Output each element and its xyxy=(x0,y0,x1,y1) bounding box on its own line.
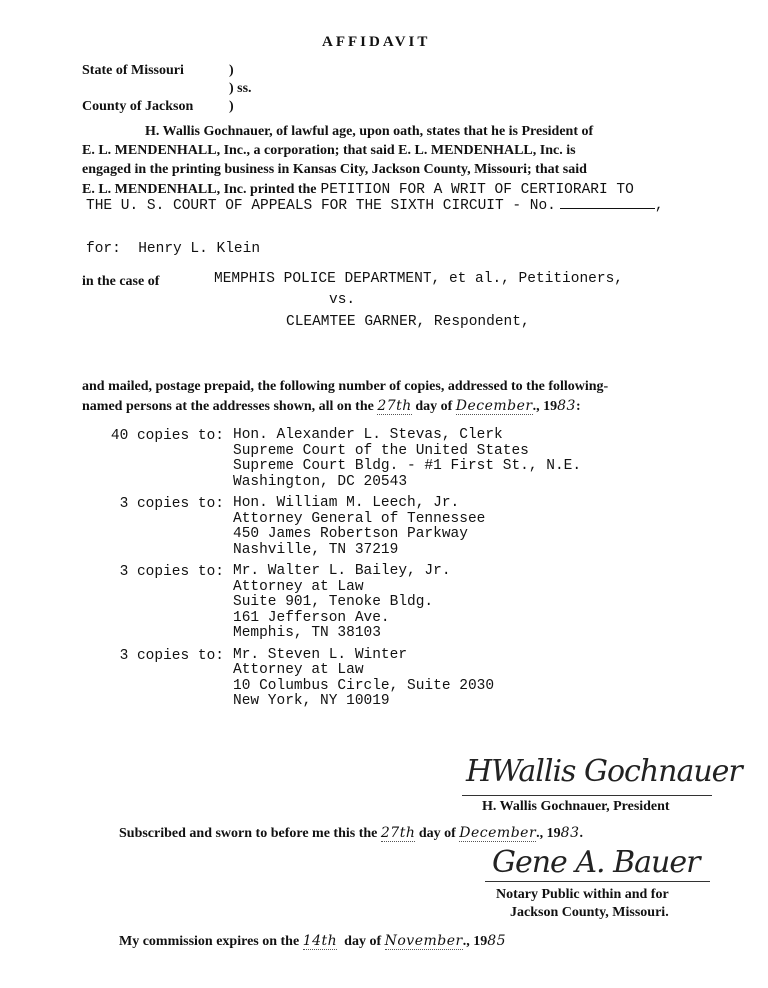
sworn-end: . xyxy=(579,826,583,841)
commission-line xyxy=(119,933,506,950)
sworn-month: December xyxy=(459,825,537,841)
body-line-2: E. L. MENDENHALL, Inc., a corporation; that said E. L. MENDENHALL, Inc. is xyxy=(82,143,576,158)
mailed-year-prefix: ., 19 xyxy=(532,399,558,414)
recipient-line: Memphis, TN 38103 xyxy=(233,625,381,641)
recipient-count: 3 copies to: xyxy=(119,496,224,512)
recipient-line: Hon. William M. Leech, Jr. xyxy=(233,495,460,511)
recipient-line: Supreme Court Bldg. - #1 First St., N.E. xyxy=(233,458,582,474)
sworn-line xyxy=(119,825,583,842)
commission-year: 85 xyxy=(487,933,507,949)
sworn-year-prefix: ., 19 xyxy=(536,826,561,841)
venue-state: State of Missouri xyxy=(82,63,184,78)
sworn-day-of: day of xyxy=(418,826,456,841)
sworn-year: 83 xyxy=(560,825,580,841)
document-title: AFFIDAVIT xyxy=(322,34,431,50)
mailed-day-of: day of xyxy=(415,399,453,414)
recipient-entry xyxy=(88,564,581,642)
sworn-text: Subscribed and sworn to before me this the xyxy=(119,826,378,841)
mailed-day: 27th xyxy=(377,398,412,414)
recipient-line: Mr. Steven L. Winter xyxy=(233,646,408,663)
case-label: in the case of xyxy=(82,274,160,289)
body-line-4-bold: E. L. MENDENHALL, Inc. printed the xyxy=(82,182,317,197)
recipient-line: 450 James Robertson Parkway xyxy=(233,526,468,542)
venue-paren-3: ) xyxy=(229,99,234,114)
recipient-entry xyxy=(88,648,581,710)
mailed-line-1: and mailed, postage prepaid, the following number of copies, addressed to the following- xyxy=(82,379,609,394)
commission-text: My commission expires on the xyxy=(119,934,300,949)
for-line xyxy=(86,241,260,257)
for-label: for: xyxy=(86,241,121,257)
mailed-month: December xyxy=(455,398,533,414)
recipient-line: 10 Columbus Circle, Suite 2030 xyxy=(233,677,495,694)
mailed-line-2-text: named persons at the addresses shown, all on the xyxy=(82,399,374,414)
recipient-line: Washington, DC 20543 xyxy=(233,473,408,490)
mailed-year: 83 xyxy=(557,398,576,414)
body-line-5 xyxy=(86,196,664,214)
notary-line-2: Jackson County, Missouri. xyxy=(510,905,669,920)
recipient-line: Hon. Alexander L. Stevas, Clerk xyxy=(233,427,503,443)
affiant-name: H. Wallis Gochnauer, President xyxy=(482,799,670,814)
recipient-line: Attorney at Law xyxy=(233,662,364,678)
recipient-line: Supreme Court of the United States xyxy=(233,442,529,459)
commission-month: November xyxy=(384,933,463,949)
signature-line xyxy=(462,795,712,796)
recipient-count: 3 copies to: xyxy=(119,564,224,580)
case-petitioners: MEMPHIS POLICE DEPARTMENT, et al., Petitioners, xyxy=(214,271,623,287)
body-line-5-text: THE U. S. COURT OF APPEALS FOR THE SIXTH CIRCUIT - No. xyxy=(86,198,556,214)
notary-signature-line xyxy=(485,881,710,882)
recipient-line: Attorney General of Tennessee xyxy=(233,510,486,527)
recipient-count: 3 copies to: xyxy=(119,647,224,664)
case-vs: vs. xyxy=(329,292,356,308)
body-line-4-doc-title: PETITION FOR A WRIT OF CERTIORARI TO xyxy=(320,182,634,198)
recipient-line: Mr. Walter L. Bailey, Jr. xyxy=(233,563,451,579)
commission-day-of: day of xyxy=(344,934,382,949)
mailed-end: : xyxy=(575,399,581,414)
commission-day: 14th xyxy=(302,933,338,949)
recipient-line: Attorney at Law xyxy=(233,578,364,595)
recipient-entry xyxy=(88,496,581,558)
recipient-entry xyxy=(88,428,581,490)
recipient-line: 161 Jefferson Ave. xyxy=(233,609,390,626)
venue-county: County of Jackson xyxy=(82,99,194,114)
affiant-signature: HWallis Gochnauer xyxy=(466,754,742,789)
body-line-1: H. Wallis Gochnauer, of lawful age, upon oath, states that he is President of xyxy=(145,124,594,139)
venue-paren-1: ) xyxy=(229,63,234,78)
recipient-line: Suite 901, Tenoke Bldg. xyxy=(233,594,434,610)
sworn-day: 27th xyxy=(380,825,416,841)
recipient-line: Nashville, TN 37219 xyxy=(233,541,399,558)
notary-line-1: Notary Public within and for xyxy=(496,887,669,902)
mailed-line-2 xyxy=(82,398,581,415)
case-respondent: CLEAMTEE GARNER, Respondent, xyxy=(286,314,530,330)
for-name: Henry L. Klein xyxy=(138,241,261,257)
body-line-3: engaged in the printing business in Kansas City, Jackson County, Missouri; that said xyxy=(82,162,587,177)
notary-signature: Gene A. Bauer xyxy=(492,845,700,880)
commission-year-prefix: ., 19 xyxy=(462,934,488,949)
body-line-5-end: , xyxy=(654,198,664,214)
recipient-list xyxy=(88,428,581,710)
venue-ss: ) ss. xyxy=(229,81,252,96)
recipient-count: 40 copies to: xyxy=(110,428,224,444)
case-number-blank xyxy=(560,196,655,209)
recipient-line: New York, NY 10019 xyxy=(233,693,390,709)
